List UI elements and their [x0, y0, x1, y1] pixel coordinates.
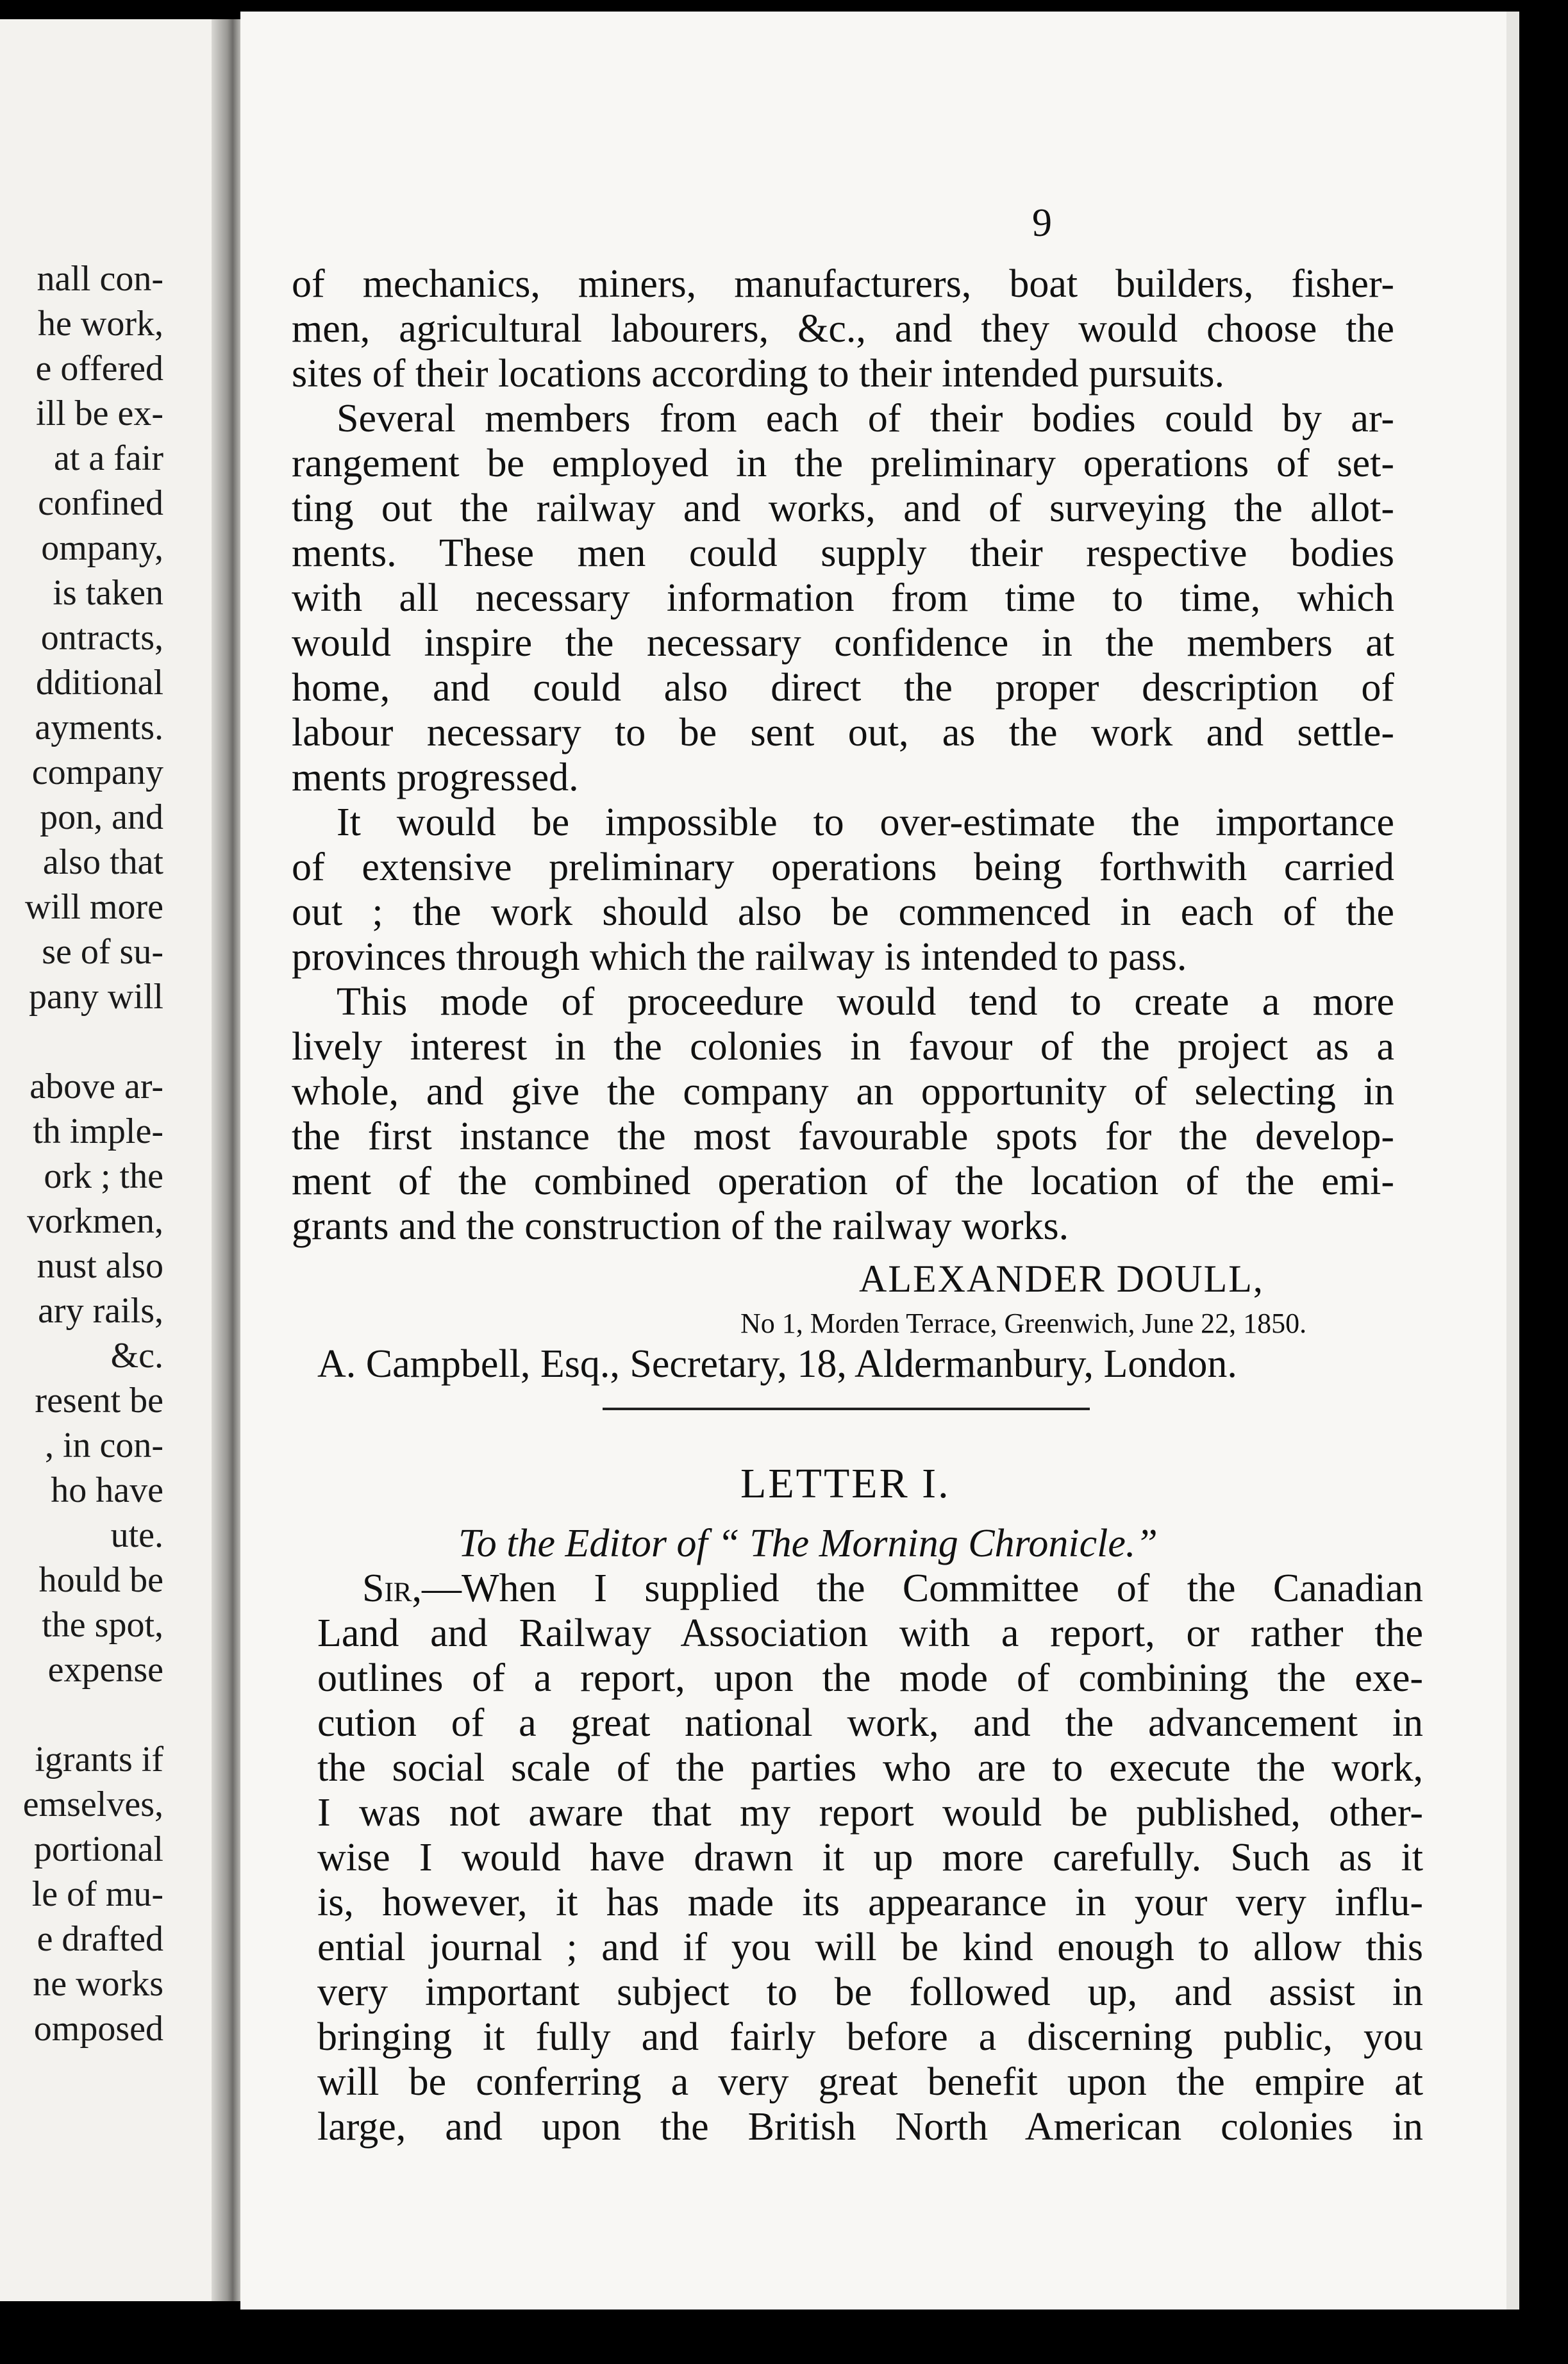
body-line: would inspire the necessary confidence in the members at — [292, 621, 1394, 665]
body-line: rangement be employed in the preliminary operations of set- — [292, 442, 1394, 485]
left-page-line: resent be — [35, 1381, 163, 1420]
section-divider — [603, 1408, 1090, 1410]
body-line: outlines of a report, upon the mode of combining the exe- — [317, 1656, 1423, 1700]
left-page-line: portional — [33, 1829, 163, 1869]
body-line: is, however, it has made its appearance in your very influ- — [317, 1881, 1423, 1924]
left-page-line: ork ; the — [44, 1156, 163, 1196]
page-edge — [1506, 12, 1519, 2310]
left-page-line: will more — [24, 887, 163, 927]
left-page-line: , in con- — [44, 1426, 163, 1465]
left-page-line: th imple- — [33, 1111, 163, 1151]
left-page-line: also that — [42, 842, 163, 882]
left-page-fragment — [0, 19, 221, 2301]
body-line-text: —When I supplied the Committee of the Canadian — [421, 1567, 1423, 1610]
left-page-line: at a fair — [54, 438, 163, 478]
left-page-line: dditional — [35, 663, 163, 703]
body-line: This mode of proceedure would tend to create a more — [337, 980, 1394, 1024]
body-line: wise I would have drawn it up more carefully. Such as it — [317, 1836, 1423, 1879]
left-page-line: pon, and — [40, 797, 163, 837]
left-page-line: ho have — [51, 1470, 163, 1510]
left-page-line: ontracts, — [40, 618, 163, 658]
salutation: Sir, — [362, 1567, 422, 1610]
body-line: bringing it fully and fairly before a discerning public, you — [317, 2015, 1423, 2059]
letter-heading: LETTER I. — [740, 1460, 951, 1507]
body-line: It would be impossible to over-estimate the importance — [337, 801, 1394, 844]
left-page-line: se of su- — [42, 932, 163, 972]
body-line: of mechanics, miners, manufacturers, boat builders, fisher- — [292, 262, 1394, 306]
left-page-line: is taken — [53, 573, 163, 613]
body-line: home, and could also direct the proper description of — [292, 666, 1394, 710]
left-page-line: nust also — [37, 1246, 163, 1286]
body-line: large, and upon the British North American colonies in — [317, 2105, 1423, 2149]
signature-name: ALEXANDER DOULL, — [859, 1258, 1264, 1300]
body-line: the first instance the most favourable spots for the develop- — [292, 1115, 1394, 1158]
signature-address: No 1, Morden Terrace, Greenwich, June 22, 1850. — [740, 1308, 1307, 1339]
left-page-line: ayments. — [35, 708, 163, 747]
left-page-line: ary rails, — [38, 1291, 163, 1331]
body-line: will be conferring a very great benefit upon the empire at — [317, 2060, 1423, 2104]
body-line: Several members from each of their bodies could by ar- — [337, 397, 1394, 440]
left-page-line: ne works — [33, 1964, 163, 2004]
left-page-line: expense — [47, 1650, 163, 1690]
left-page-line: e drafted — [37, 1919, 163, 1959]
body-line: I was not aware that my report would be published, other- — [317, 1791, 1423, 1835]
body-line: ments progressed. — [292, 756, 579, 799]
dedication: To the Editor of “ The Morning Chronicle.” — [458, 1522, 1158, 1565]
left-page-line: &c. — [110, 1336, 163, 1376]
page — [240, 12, 1506, 2310]
left-page-line: ute. — [110, 1515, 163, 1555]
left-page-line: confined — [38, 483, 163, 523]
left-page-line: hould be — [38, 1560, 163, 1600]
body-line: cution of a great national work, and the advancement in — [317, 1701, 1423, 1745]
body-line: ential journal ; and if you will be kind enough to allow this — [317, 1926, 1423, 1969]
left-page-line: above ar- — [29, 1067, 163, 1106]
body-line — [362, 1566, 1423, 1611]
body-line: ting out the railway and works, and of surveying the allot- — [292, 487, 1394, 530]
left-page-line: e offered — [35, 349, 163, 388]
body-line: labour necessary to be sent out, as the work and settle- — [292, 711, 1394, 754]
body-line: the social scale of the parties who are to execute the work, — [317, 1746, 1423, 1790]
left-page-line: nall con- — [37, 259, 163, 299]
left-page-line: company — [31, 753, 163, 792]
body-line: provinces through which the railway is intended to pass. — [292, 935, 1187, 979]
body-line: ment of the combined operation of the location of the emi- — [292, 1160, 1394, 1203]
left-page-line: pany will — [29, 977, 163, 1017]
addressee-line: A. Campbell, Esq., Secretary, 18, Aldermanbury, London. — [317, 1342, 1237, 1386]
body-line: with all necessary information from time to time, which — [292, 576, 1394, 620]
page-number: 9 — [1032, 201, 1052, 245]
left-page-line: ill be ex- — [35, 394, 163, 433]
left-page-line: igrants if — [35, 1740, 163, 1779]
body-line: Land and Railway Association with a report, or rather the — [317, 1611, 1423, 1655]
left-page-line: le of mu- — [31, 1874, 163, 1914]
body-line: lively interest in the colonies in favour of the project as a — [292, 1025, 1394, 1069]
body-line: out ; the work should also be commenced in each of the — [292, 890, 1394, 934]
body-line: of extensive preliminary operations being forthwith carried — [292, 845, 1394, 889]
body-line: very important subject to be followed up, and assist in — [317, 1970, 1423, 2014]
left-page-line: ompany, — [41, 528, 163, 568]
left-page-line: vorkmen, — [26, 1201, 163, 1241]
body-line: grants and the construction of the railway works. — [292, 1204, 1069, 1248]
left-page-line: the spot, — [42, 1605, 163, 1645]
body-line: whole, and give the company an opportunity of selecting in — [292, 1070, 1394, 1113]
left-page-line: omposed — [33, 2009, 163, 2049]
body-line: men, agricultural labourers, &c., and they would choose the — [292, 307, 1394, 351]
body-line: sites of their locations according to their intended pursuits. — [292, 352, 1224, 395]
left-page-line: he work, — [38, 304, 163, 344]
left-page-line: emselves, — [22, 1785, 163, 1824]
body-line: ments. These men could supply their respective bodies — [292, 531, 1394, 575]
